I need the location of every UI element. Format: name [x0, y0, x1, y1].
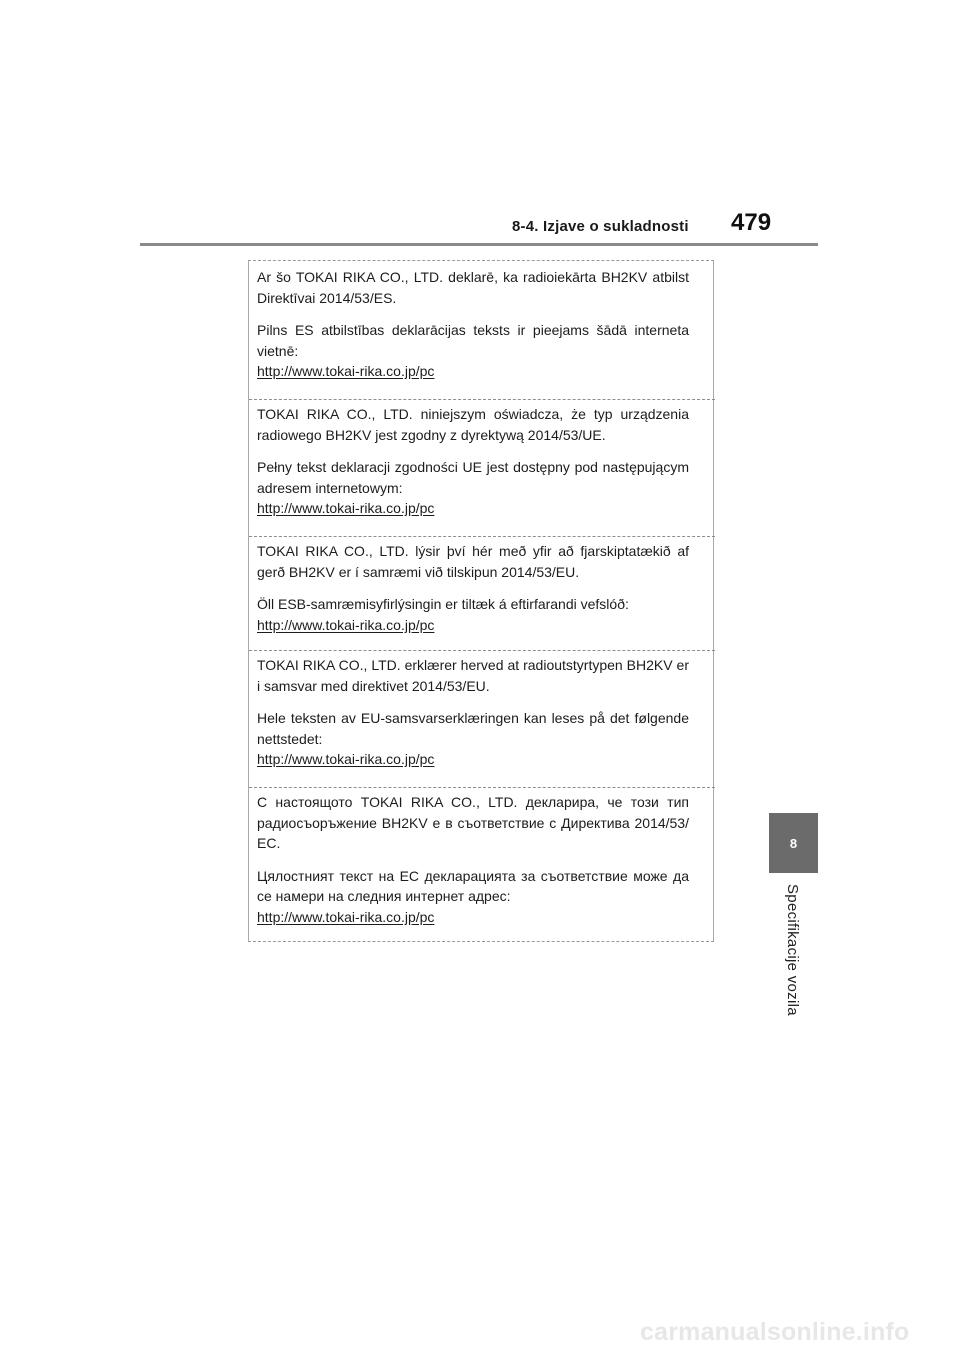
- declaration-block-polish: [249, 404, 715, 519]
- page-number: 479: [731, 209, 772, 236]
- section-title: 8-4. Izjave o sukladnosti: [512, 218, 689, 235]
- declaration-statement: TOKAI RIKA CO., LTD. lýsir því hér með yfir að fjarskiptatækið af gerð BH2KV er í samræmi við tilskipun 2014/53/EU.: [257, 543, 689, 580]
- declaration-statement: TOKAI RIKA CO., LTD. erklærer herved at radioutstyrtypen BH2KV er i samsvar med direktivet 2014/53/EU.: [257, 657, 689, 694]
- declaration-statement: TOKAI RIKA CO., LTD. niniejszym oświadcza, że typ urządzenia radiowego BH2KV jest zgodny z dyrektywą 2014/53/UE.: [257, 406, 689, 443]
- declaration-url-link[interactable]: http://www.tokai-rika.co.jp/pc: [257, 500, 435, 516]
- declaration-url-link[interactable]: http://www.tokai-rika.co.jp/pc: [257, 616, 435, 633]
- declaration-block-bulgarian: [249, 792, 715, 927]
- declaration-availability: Цялостният текст на ЕС декларацията за съответствие може да се намери на следния интернет адрес:: [257, 867, 689, 904]
- declaration-statement: С настоящото TOKAI RIKA CO., LTD. декларира, че този тип радиосъоръжение BH2KV е в съответствие с Директива 2014/53/ЕС.: [257, 794, 689, 851]
- declaration-availability: Pilns ES atbilstības deklarācijas teksts ir pieejams šādā interneta vietnē:: [257, 322, 689, 359]
- declaration-availability: Pełny tekst deklaracji zgodności UE jest dostępny pod następującym adresem internetowym:: [257, 459, 689, 496]
- declaration-url-link[interactable]: http://www.tokai-rika.co.jp/pc: [257, 751, 435, 767]
- block-divider: [249, 650, 715, 651]
- declaration-url-link[interactable]: http://www.tokai-rika.co.jp/pc: [257, 363, 435, 379]
- declaration-statement: Ar šo TOKAI RIKA CO., LTD. deklarē, ka radioiekārta BH2KV atbilst Direktīvai 2014/53/ES.: [257, 269, 689, 306]
- block-divider: [249, 399, 715, 400]
- header-divider: [140, 243, 818, 246]
- block-divider: [249, 787, 715, 788]
- declarations-box: [248, 260, 714, 942]
- declaration-availability: Hele teksten av EU-samsvarserklæringen kan leses på det følgende nettstedet:: [257, 710, 689, 747]
- watermark-text: carmanualsonline.info: [640, 1318, 910, 1346]
- chapter-number: 8: [789, 835, 798, 851]
- declaration-block-icelandic: [249, 541, 715, 635]
- declaration-url-link[interactable]: http://www.tokai-rika.co.jp/pc: [257, 908, 435, 925]
- declaration-block-norwegian: [249, 655, 715, 770]
- block-divider: [249, 536, 715, 537]
- chapter-title: Specifikacije vozila: [784, 884, 801, 1016]
- declaration-block-latvian: [249, 267, 715, 382]
- chapter-tab[interactable]: [769, 813, 818, 873]
- declaration-availability: Öll ESB-samræmisyfirlýsingin er tiltæk á eftirfarandi vefslóð:: [257, 596, 629, 612]
